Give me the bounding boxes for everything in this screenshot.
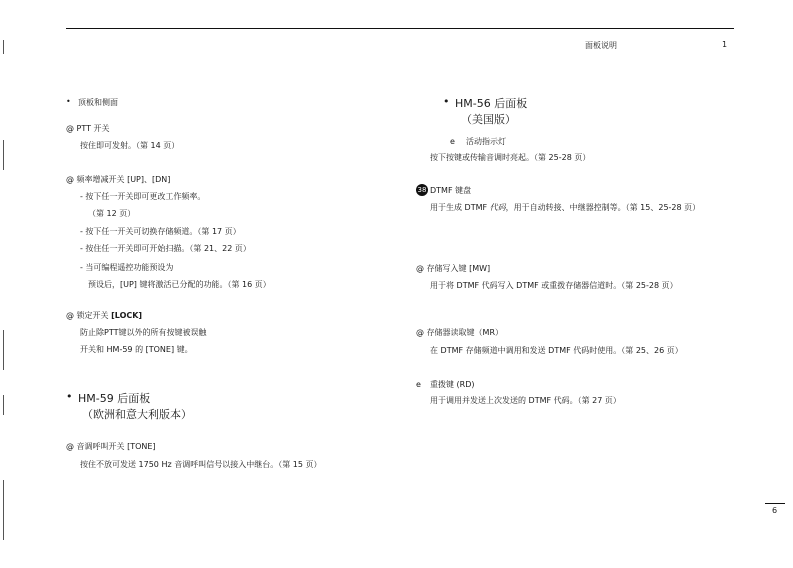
margin-mark xyxy=(3,140,4,170)
rd-marker: e xyxy=(416,380,421,389)
updn-line-6: 预设后，[UP] 键将激活已分配的功能。（第 16 页） xyxy=(88,280,271,289)
lock-desc-1: 防止除PTT键以外的所有按键被误触 xyxy=(80,328,207,337)
updn-line-3: - 按下任一开关可切换存储频道。（第 17 页） xyxy=(80,227,241,236)
page-number: 6 xyxy=(772,506,778,515)
mw-label: @ 存储写入键 [MW] xyxy=(416,264,491,273)
rd-label: 重拨键 (RD) xyxy=(430,380,475,389)
margin-mark xyxy=(3,330,4,370)
dtmf-label: DTMF 键盘 xyxy=(430,186,472,195)
led-label: 活动指示灯 xyxy=(466,137,506,146)
lock-label: @ 锁定开关 [LOCK] xyxy=(66,311,143,320)
section-subtitle-hm56: （美国版） xyxy=(461,113,516,126)
mw-desc: 用于将 DTMF 代码写入 DTMF 或重拨存储器信道时。（第 25-28 页） xyxy=(430,281,678,290)
tone-label: @ 音调呼叫开关 [TONE] xyxy=(66,442,156,451)
led-marker: e xyxy=(450,137,455,146)
section-title-hm59: • HM-59 后面板 xyxy=(78,390,150,406)
lock-desc-2: 开关和 HM-59 的 [TONE] 键。 xyxy=(80,345,193,354)
mr-desc: 在 DTMF 存储频道中调用和发送 DTMF 代码时使用。（第 25、26 页） xyxy=(430,346,683,355)
margin-mark xyxy=(3,480,4,540)
led-desc: 按下按键或传输音调时亮起。（第 25-28 页） xyxy=(430,153,591,162)
ptt-desc: 按住即可发射。（第 14 页） xyxy=(80,141,180,150)
margin-mark xyxy=(3,395,4,415)
updn-label: @ 频率增减开关 [UP]、[DN] xyxy=(66,175,171,184)
ptt-label: @ PTT 开关 xyxy=(66,124,110,133)
dtmf-desc: 用于生成 DTMF 代码，用于自动转接、中继器控制等。（第 15、25-28 页） xyxy=(430,203,701,212)
section-title-hm56: • HM-56 后面板 xyxy=(455,95,527,111)
chapter-number: 1 xyxy=(722,40,728,49)
rd-desc: 用于调用并发送上次发送的 DTMF 代码。（第 27 页） xyxy=(430,396,621,405)
margin-mark xyxy=(3,40,4,54)
mr-label: @ 存储器读取键（MR） xyxy=(416,328,504,337)
page-number-rule xyxy=(765,503,785,504)
updn-line-5: - 当可编程遥控功能预设为 xyxy=(80,263,174,272)
header-title: 面板说明 xyxy=(585,41,617,50)
section-title-top-panel: • 顶板和侧面 xyxy=(78,97,118,108)
item-number-badge: 38 xyxy=(417,186,427,194)
section-subtitle-hm59: （欧洲和意大利版本） xyxy=(82,408,192,421)
updn-line-1: - 按下任一开关即可更改工作频率。 xyxy=(80,192,206,201)
lock-key: [LOCK] xyxy=(111,311,143,320)
header-rule xyxy=(66,28,734,29)
tone-desc: 按住不放可发送 1750 Hz 音调呼叫信号以接入中继台。（第 15 页） xyxy=(80,460,322,469)
updn-line-2: （第 12 页） xyxy=(88,209,136,218)
updn-line-4: - 按住任一开关即可开始扫描。（第 21、22 页） xyxy=(80,244,251,253)
